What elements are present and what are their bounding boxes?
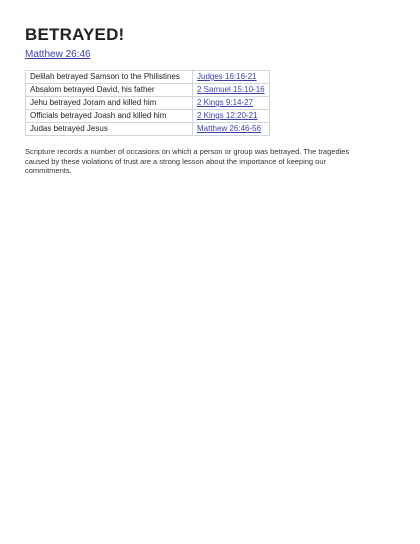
reference-link[interactable]: Matthew 26:46-56 — [197, 124, 262, 133]
event-cell: Judas betrayed Jesus — [26, 123, 193, 136]
scripture-reference-link[interactable]: Matthew 26:46 — [25, 49, 91, 60]
page-title: BETRAYED! — [25, 25, 125, 44]
table-row — [26, 97, 270, 110]
reference-link[interactable]: 2 Kings 9:14-27 — [197, 98, 254, 107]
betrayals-table — [25, 70, 270, 136]
table-row — [26, 71, 270, 84]
reference-link[interactable]: 2 Kings 12:20-21 — [197, 111, 258, 120]
event-cell: Absalom betrayed David, his father — [26, 84, 193, 97]
reference-cell — [193, 71, 270, 84]
reference-cell — [193, 97, 270, 110]
table-row — [26, 84, 270, 97]
reference-link[interactable]: Judges 16:16-21 — [197, 72, 257, 81]
table-row — [26, 110, 270, 123]
event-cell: Delilah betrayed Samson to the Philistines — [26, 71, 193, 84]
table-row — [26, 123, 270, 136]
event-cell: Officials betrayed Joash and killed him — [26, 110, 193, 123]
reference-cell — [193, 84, 270, 97]
article — [25, 26, 395, 183]
commentary-paragraph: Scripture records a number of occasions on which a person or group was betrayed. The tragedies caused by these violations of trust are a strong lesson about the importance of keeping our commitments. — [25, 147, 350, 175]
event-cell: Jehu betrayed Joram and killed him — [26, 97, 193, 110]
reference-cell — [193, 110, 270, 123]
reference-cell — [193, 123, 270, 136]
reference-link[interactable]: 2 Samuel 15:10-16 — [197, 85, 265, 94]
